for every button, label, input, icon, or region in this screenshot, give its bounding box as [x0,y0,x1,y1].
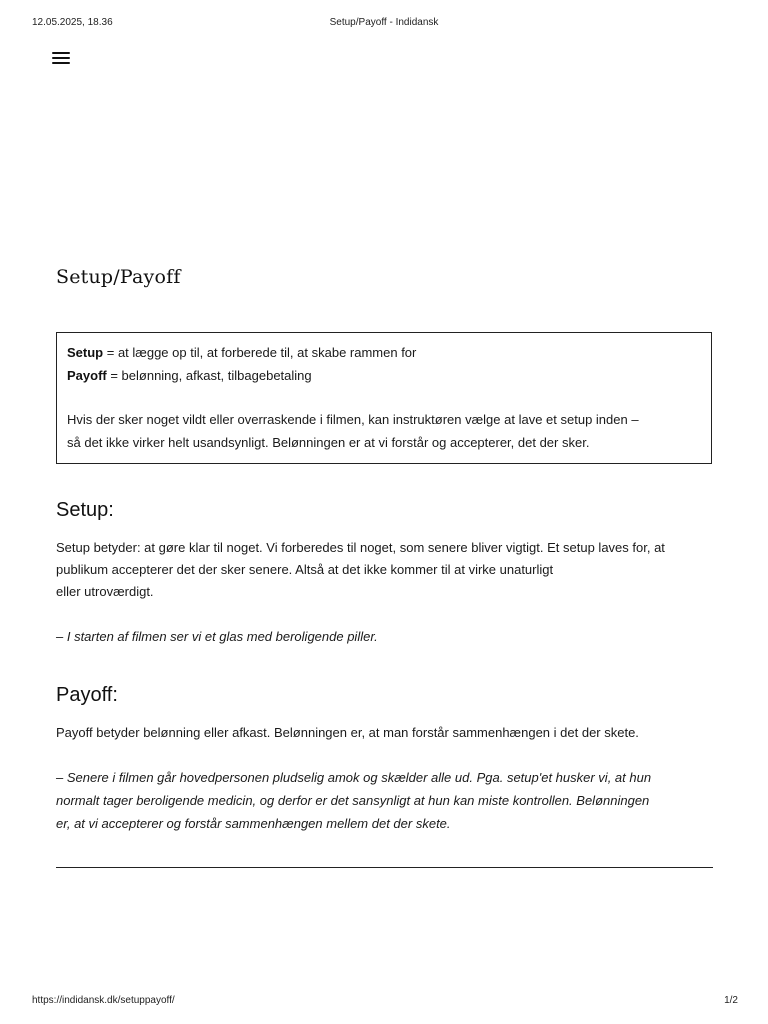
print-url: https://indidansk.dk/setuppayoff/ [32,995,175,1006]
menu-bar [52,57,70,59]
payoff-example-line: er, at vi accepterer og forstår sammenhængen mellem det der skete. [56,816,451,831]
payoff-definition [67,365,701,388]
print-footer [0,995,768,1009]
payoff-heading: Payoff: [56,684,118,706]
explanation-line: så det ikke virker helt usandsynligt. Belønningen er at vi forstår og accepterer, det der sker. [67,434,590,450]
payoff-definition-text: = belønning, afkast, tilbagebetaling [106,367,312,383]
horizontal-divider [56,867,713,868]
setup-example: – I starten af filmen ser vi et glas med beroligende piller. [56,629,378,644]
payoff-example-line: – Senere i filmen går hovedpersonen pludselig amok og skælder alle ud. Pga. setup'et husker vi, at hun [56,770,652,785]
print-header [0,17,768,31]
definition-box [56,332,712,464]
setup-text-line: Setup betyder: at gøre klar til noget. Vi forberedes til noget, som senere bliver vigtigt. Et setup laves for, at [56,540,665,555]
payoff-example-line: normalt tager beroligende medicin, og derfor er det sansynligt at hun kan miste kontrollen. Belønningen [56,793,650,808]
menu-bar [52,62,70,64]
hamburger-menu-icon[interactable] [52,52,70,64]
print-page-number: 1/2 [724,995,738,1006]
setup-text-line: publikum accepterer det der sker senere. Altså at det ikke kommer til at virke unaturligt [56,562,554,577]
menu-bar [52,52,70,54]
print-date: 12.05.2025, 18.36 [32,17,113,28]
setup-text-line: eller utroværdigt. [56,584,154,599]
setup-heading: Setup: [56,499,114,521]
print-page-title: Setup/Payoff - Indidansk [329,17,439,28]
explanation-line: Hvis der sker noget vildt eller overraskende i filmen, kan instruktøren vælge at lave et setup inden – [67,412,639,427]
payoff-text: Payoff betyder belønning eller afkast. Belønningen er, at man forstår sammenhængen i det der skete. [56,725,639,740]
setup-definition [67,342,701,365]
page-title: Setup/Payoff [56,266,181,288]
setup-term: Setup [67,345,104,360]
payoff-term: Payoff [67,367,107,383]
setup-definition-text: = at lægge op til, at forberede til, at skabe rammen for [103,345,417,360]
